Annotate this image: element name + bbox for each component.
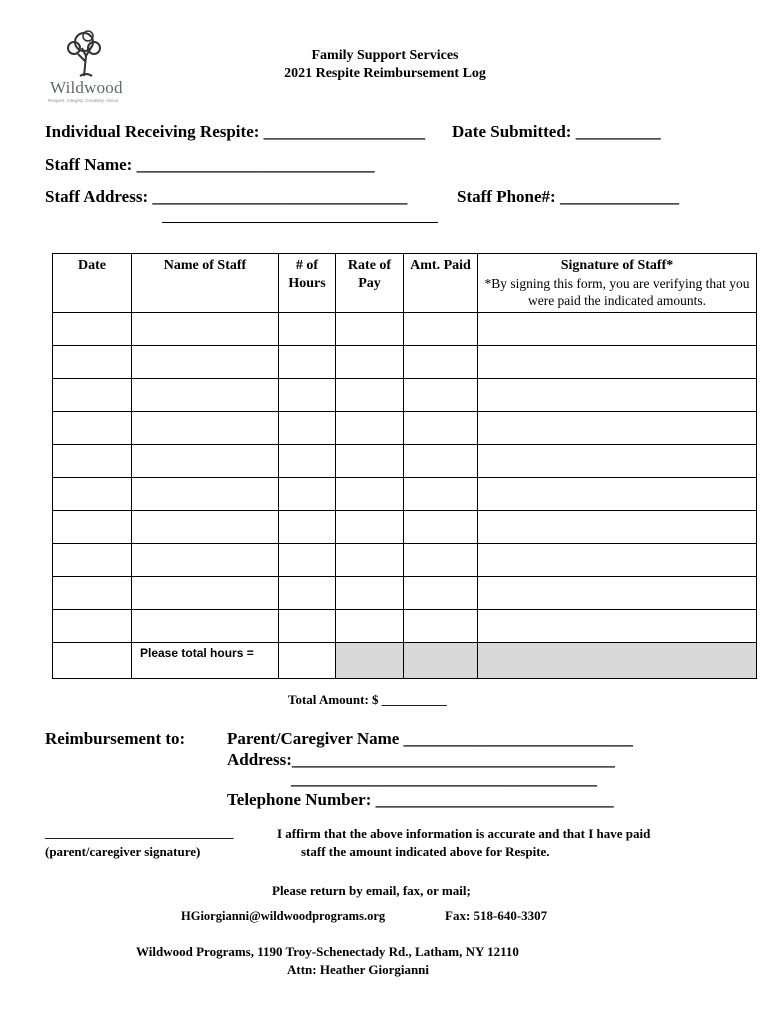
signature-line[interactable]: _____________________________ [45, 825, 234, 840]
signature-caption: (parent/caregiver signature) [45, 844, 201, 859]
logo-name: Wildwood [50, 78, 123, 97]
col-rate: Rate of Pay [336, 254, 404, 313]
table-row[interactable] [53, 445, 757, 478]
reimbursement-log-table [52, 253, 757, 679]
total-row [53, 643, 757, 679]
table-row[interactable] [53, 313, 757, 346]
table-row[interactable] [53, 577, 757, 610]
attention-line: Attn: Heather Giorgianni [287, 962, 430, 977]
staff-address-line2[interactable] [162, 222, 438, 223]
header-org: Family Support Services [311, 48, 459, 63]
table-row[interactable] [53, 412, 757, 445]
signature-note: *By signing this form, you are verifying that you were paid the indicated amounts. [484, 276, 750, 308]
table-row[interactable] [53, 346, 757, 379]
fax-number: Fax: 518-640-3307 [445, 908, 548, 923]
address-field[interactable]: Address:______________________________________ [227, 750, 615, 769]
signature-title: Signature of Staff* [560, 258, 674, 273]
table-row[interactable] [53, 511, 757, 544]
table-row[interactable] [53, 379, 757, 412]
col-amt-paid: Amt. Paid [404, 254, 478, 313]
reimbursement-label: Reimbursement to: [45, 729, 186, 748]
return-instructions: Please return by email, fax, or mail; [272, 883, 471, 898]
col-signature [478, 254, 757, 313]
staff-address-field[interactable]: Staff Address: ______________________________ [45, 187, 408, 206]
col-date: Date [53, 254, 132, 313]
affirm-text-2: staff the amount indicated above for Respite. [301, 844, 550, 859]
table-row[interactable] [53, 544, 757, 577]
logo-tagline: Respect. Integrity. Creativity. Vision. [48, 98, 120, 103]
table-row[interactable] [53, 610, 757, 643]
date-submitted-field[interactable]: Date Submitted: __________ [452, 122, 661, 141]
col-hours: # of Hours [279, 254, 336, 313]
address-line2-field[interactable]: ____________________________________ [291, 769, 597, 788]
header-title: 2021 Respite Reimbursement Log [284, 66, 486, 81]
total-amount-field[interactable]: Total Amount: $ __________ [288, 692, 447, 707]
parent-name-field[interactable]: Parent/Caregiver Name ___________________________ [227, 729, 634, 748]
table-row[interactable] [53, 478, 757, 511]
total-hours-cell[interactable] [279, 643, 336, 679]
individual-receiving-field[interactable]: Individual Receiving Respite: ___________________ [45, 122, 426, 141]
col-name-of-staff: Name of Staff [132, 254, 279, 313]
affirm-text-1: I affirm that the above information is accurate and that I have paid [277, 826, 651, 841]
mailing-address: Wildwood Programs, 1190 Troy-Schenectady Rd., Latham, NY 12110 [136, 944, 519, 959]
total-hours-label: Please total hours = [132, 643, 279, 679]
staff-phone-field[interactable]: Staff Phone#: ______________ [457, 187, 679, 206]
telephone-field[interactable]: Telephone Number: ____________________________ [227, 790, 614, 809]
staff-name-field[interactable]: Staff Name: ____________________________ [45, 155, 375, 174]
email-address[interactable]: HGiorgianni@wildwoodprograms.org [181, 909, 386, 923]
table-header-row [53, 254, 757, 313]
